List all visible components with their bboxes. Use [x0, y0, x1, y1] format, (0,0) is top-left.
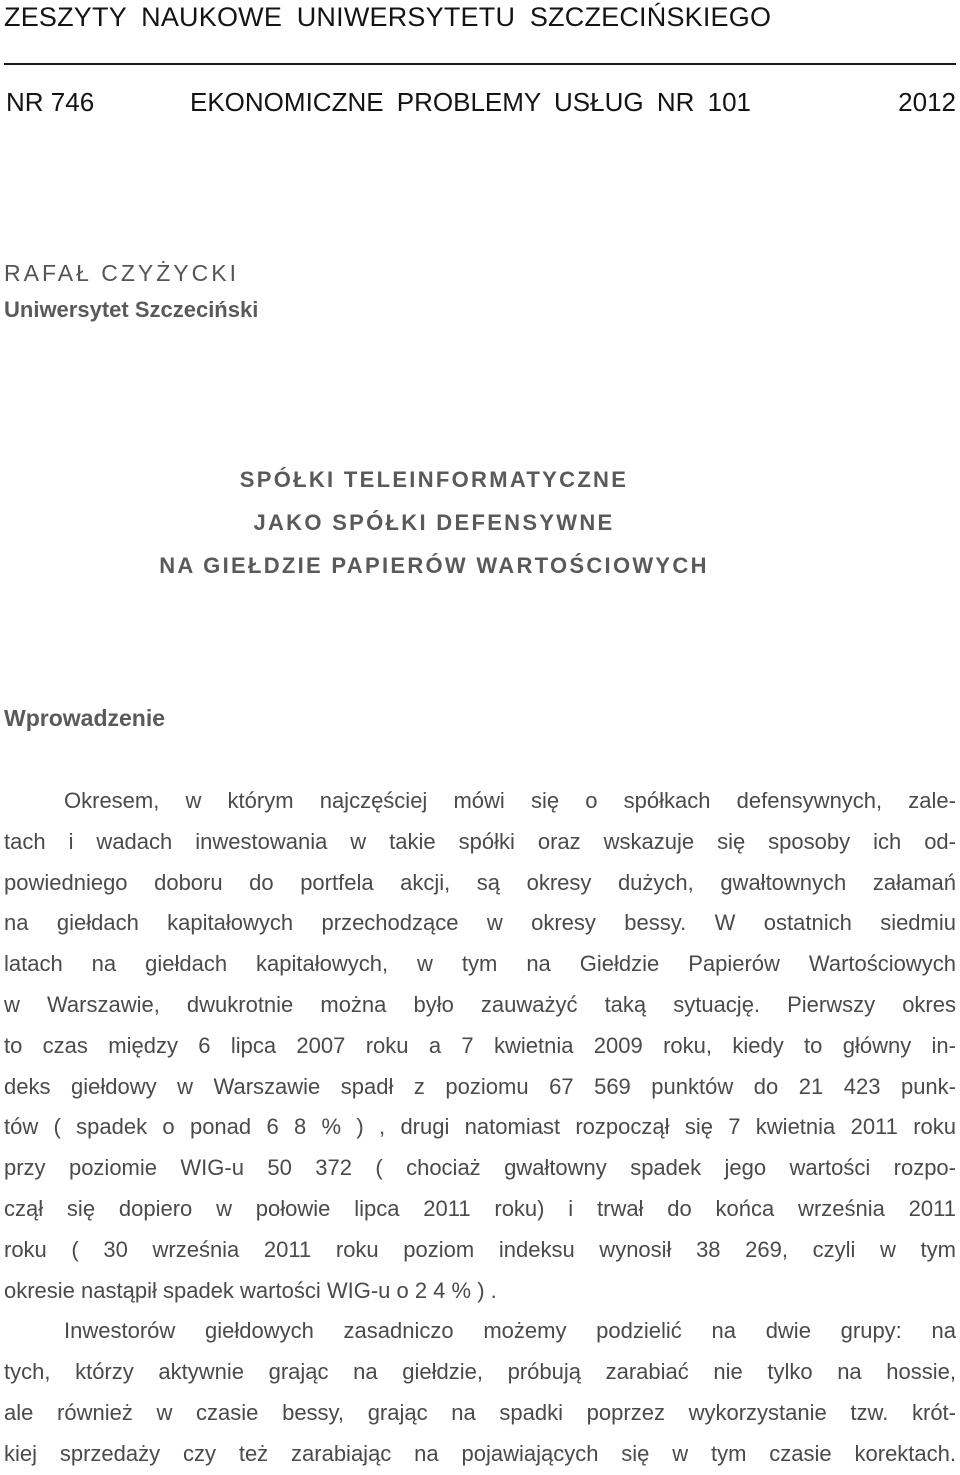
- article-title-line: SPÓŁKI TELEINFORMATYCZNE: [239, 467, 629, 492]
- article-title-line: JAKO SPÓŁKI DEFENSYWNE: [253, 510, 615, 535]
- text-line: latach na giełdach kapitałowych, w tym na Giełdzie Papierów Wartościowych: [4, 951, 956, 977]
- author-affiliation: Uniwersytet Szczeciński: [4, 297, 259, 322]
- text-line: deks giełdowy w Warszawie spadł z poziomu 67 569 punktów do 21 423 punk-: [4, 1073, 956, 1099]
- article-title: [0, 458, 868, 587]
- text-line: na giełdach kapitałowych przechodzące w okresy bessy. W ostatnich siedmiu: [4, 910, 956, 936]
- header-rule: [4, 63, 956, 65]
- journal-title: ZESZYTY NAUKOWE UNIWERSYTETU SZCZECIŃSKIEGO: [4, 2, 772, 32]
- text-line: kiej sprzedaży czy też zarabiając na pojawiających się w tym czasie korektach.: [4, 1440, 956, 1466]
- text-line: roku ( 30 września 2011 roku poziom indeksu wynosił 38 269, czyli w tym: [4, 1236, 956, 1262]
- issue-year: 2012: [898, 87, 956, 117]
- body-text: [4, 781, 956, 1475]
- text-line: tych, którzy aktywnie grając na giełdzie, próbują zarabiać nie tylko na hossie,: [4, 1359, 956, 1385]
- text-line: powiedniego doboru do portfela akcji, są okresy dużych, gwałtownych załamań: [4, 869, 956, 895]
- text-line: okresie nastąpił spadek wartości WIG-u o 2 4 % ) .: [4, 1277, 497, 1303]
- text-line: ale również w czasie bessy, grając na spadki poprzez wykorzystanie tzw. krót-: [4, 1399, 956, 1425]
- section-heading: Wprowadzenie: [4, 705, 166, 731]
- article-title-line: NA GIEŁDZIE PAPIERÓW WARTOŚCIOWYCH: [159, 553, 709, 578]
- text-line: Inwestorów giełdowych zasadniczo możemy podzielić na dwie grupy: na: [64, 1318, 956, 1344]
- text-line: Okresem, w którym najczęściej mówi się o spółkach defensywnych, zale-: [64, 788, 956, 813]
- text-line: w Warszawie, dwukrotnie można było zauważyć taką sytuację. Pierwszy okres: [4, 991, 956, 1017]
- issue-number: NR 746: [6, 87, 95, 117]
- text-line: to czas między 6 lipca 2007 roku a 7 kwietnia 2009 roku, kiedy to główny in-: [4, 1032, 956, 1058]
- text-line: przy poziomie WIG-u 50 372 ( chociaż gwałtowny spadek jego wartości rozpo-: [4, 1155, 956, 1181]
- series-title: EKONOMICZNE PROBLEMY USŁUG NR 101: [190, 87, 751, 117]
- text-line: tach i wadach inwestowania w takie spółki oraz wskazuje się sposoby ich od-: [4, 828, 956, 854]
- text-line: czął się dopiero w połowie lipca 2011 roku) i trwał do końca września 2011: [4, 1195, 956, 1221]
- text-line: tów ( spadek o ponad 6 8 % ) , drugi natomiast rozpoczął się 7 kwietnia 2011 roku: [4, 1114, 956, 1140]
- author-name: RAFAŁ CZYŻYCKI: [4, 260, 239, 286]
